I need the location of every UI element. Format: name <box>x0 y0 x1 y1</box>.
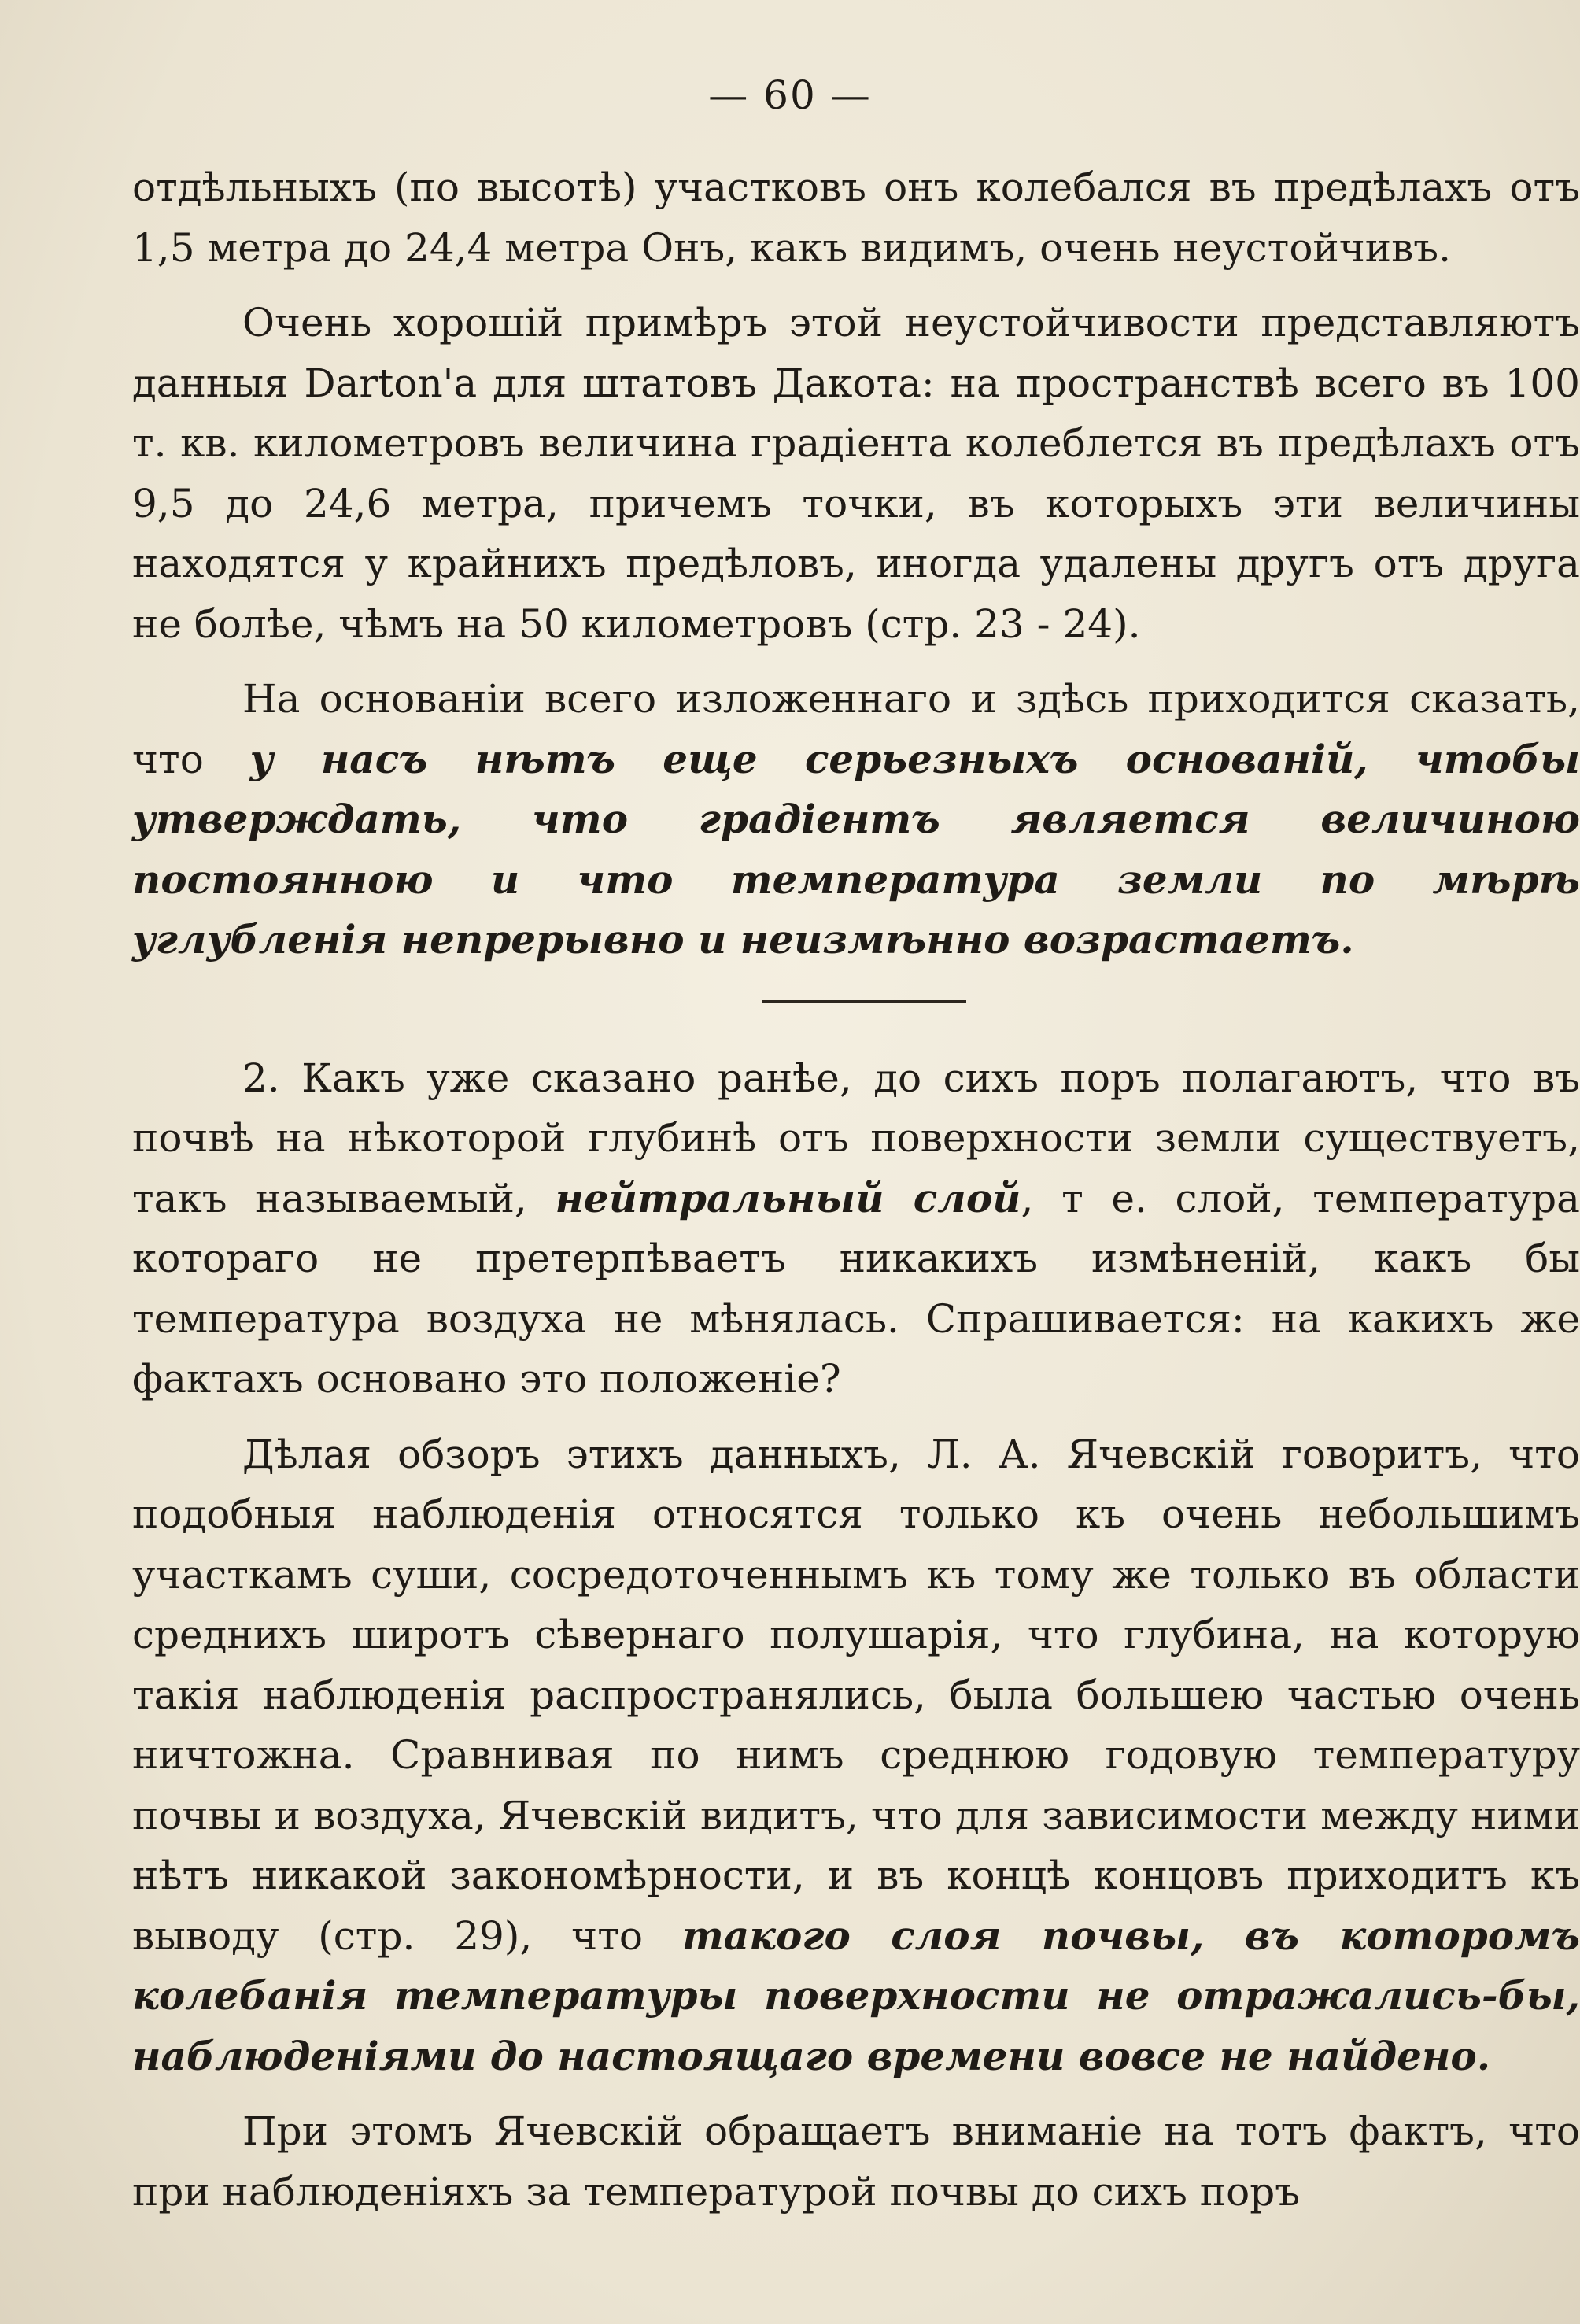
paragraph <box>132 2101 1580 2222</box>
paragraph <box>132 1048 1580 1410</box>
section-divider <box>762 1000 966 1003</box>
page-number: — 60 — <box>708 72 872 118</box>
text-run: На основаніи всего изложеннаго и здѣсь приходится сказать, что <box>132 676 1580 782</box>
text-run: Дѣлая обзоръ этихъ данныхъ, Л. А. Ячевскій говоритъ, что подобныя наблюденія относятся только къ очень небольшимъ участкамъ суши, сосредоточеннымъ къ тому же только въ области среднихъ широтъ сѣвернаго полушарія, что глубина, на которую такія наблюденія распространялись, была большею частью очень ничтожна. Сравнивая по нимъ среднюю годовую температуру почвы и воздуха, Ячевскій видитъ, что для зависимости между ними нѣтъ никакой закономѣрности, и въ концѣ концовъ приходитъ къ выводу (стр. 29), что <box>132 1431 1580 1959</box>
emphasized-text: такого слоя почвы, въ которомъ колебанія температуры поверхности не отражались-бы, наблюденіями до настоящаго времени вовсе не найдено. <box>132 1912 1580 2079</box>
text-run: При этомъ Ячевскій обращаетъ вниманіе на тотъ фактъ, что при наблюденіяхъ за температурой почвы до сихъ поръ <box>132 2108 1580 2215</box>
paragraph <box>132 157 1580 278</box>
paragraph <box>132 293 1580 654</box>
text-run: , т е. слой, температура котораго не претерпѣваетъ никакихъ измѣненій, какъ бы температура воздуха не мѣнялась. Спрашивается: на какихъ же фактахъ основано это положеніе? <box>132 1175 1580 1402</box>
text-run: 2. Какъ уже сказано ранѣе, до сихъ поръ полагаютъ, что въ почвѣ на нѣкоторой глубинѣ отъ поверхности земли существуетъ, такъ называемый, <box>132 1055 1580 1221</box>
body-text <box>132 157 1580 2222</box>
text-run: Очень хорошій примѣръ этой неустойчивости представляютъ данныя Darton'а для штатовъ Дакота: на пространствѣ всего въ 100 т. кв. километровъ величина градіента колеблется въ предѣлахъ отъ 9,5 до 24,6 метра, причемъ точки, въ которыхъ эти величины находятся у крайнихъ предѣловъ, иногда удалены другъ отъ друга не болѣе, чѣмъ на 50 километровъ (стр. 23 - 24). <box>132 300 1580 647</box>
emphasized-text: нейтральный слой <box>555 1174 1021 1221</box>
paragraph <box>132 669 1580 970</box>
text-run: отдѣльныхъ (по высотѣ) участковъ онъ колебался въ предѣлахъ отъ 1,5 метра до 24,4 метра Онъ, какъ видимъ, очень неустойчивъ. <box>132 164 1580 271</box>
emphasized-text: у насъ нѣтъ еще серьезныхъ основаній, чтобы утверждать, что градіентъ является величиною постоянною и что температура земли по мѣрѣ углубленія непрерывно и неизмѣнно возрастаетъ. <box>132 735 1580 962</box>
paragraph <box>132 1424 1580 2087</box>
